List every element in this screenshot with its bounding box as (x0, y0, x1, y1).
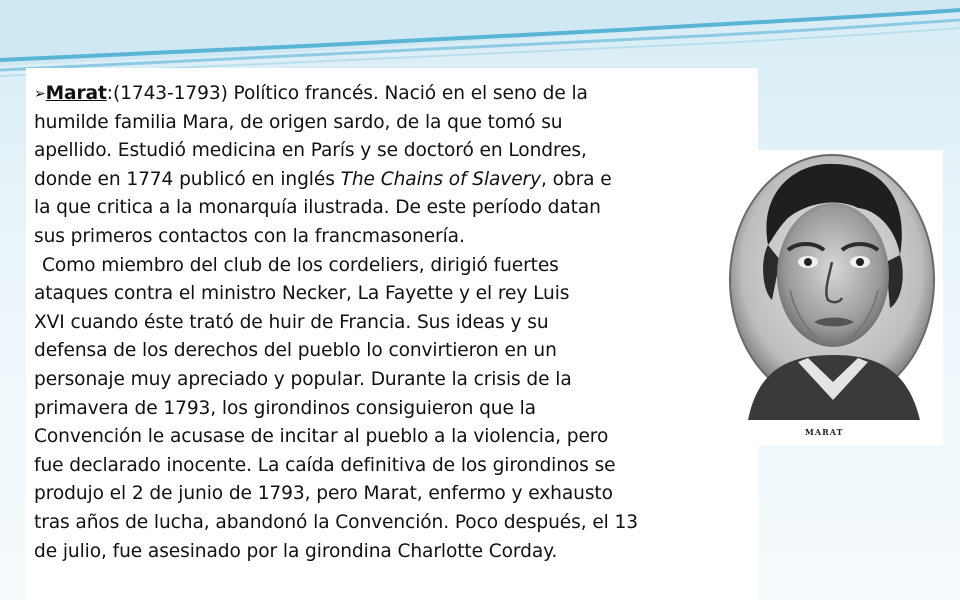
text-line: ➢Marat:(1743-1793) Político francés. Nació en el seno de la (34, 83, 588, 104)
text-line: XVI cuando éste trató de huir de Francia. Sus ideas y su (34, 311, 549, 333)
marat-portrait-image (728, 150, 943, 445)
paragraph-intro (34, 80, 744, 252)
text-line: apellido. Estudió medicina en París y se doctoró en Londres, (34, 140, 587, 162)
arrow-bullet-icon: ➢ (34, 86, 46, 102)
text-line: la que critica a la monarquía ilustrada. De este período datan (34, 197, 601, 219)
biography-text (34, 80, 744, 566)
text-line: personaje muy apreciado y popular. Durante la crisis de la (34, 368, 572, 390)
text-line: donde en 1774 publicó en inglés The Chains of Slavery, obra e (34, 168, 612, 190)
text-line: ataques contra el ministro Necker, La Fayette y el rey Luis (34, 283, 570, 305)
text-line: defensa de los derechos del pueblo lo convirtieron en un (34, 340, 557, 362)
text-line: fue declarado inocente. La caída definitiva de los girondinos se (34, 454, 616, 476)
text-line: tras años de lucha, abandonó la Convención. Poco después, el 13 (34, 511, 639, 533)
text-line: de julio, fue asesinado por la girondina Charlotte Corday. (34, 540, 558, 562)
text-line: sus primeros contactos con la francmasonería. (34, 225, 465, 247)
text-line: primavera de 1793, los girondinos consiguieron que la (34, 397, 536, 419)
paragraph-body (34, 252, 744, 567)
text-line: humilde familia Mara, de origen sardo, de la que tomó su (34, 111, 563, 133)
text-line: produjo el 2 de junio de 1793, pero Marat, enfermo y exhausto (34, 483, 613, 505)
term-heading: Marat (45, 83, 107, 104)
text-line: Convención le acusase de incitar al pueblo a la violencia, pero (34, 426, 609, 448)
book-title: The Chains of Slavery (340, 168, 541, 190)
portrait-caption: MARAT (805, 427, 844, 437)
text-line: Como miembro del club de los cordeliers, dirigió fuertes (42, 254, 559, 276)
